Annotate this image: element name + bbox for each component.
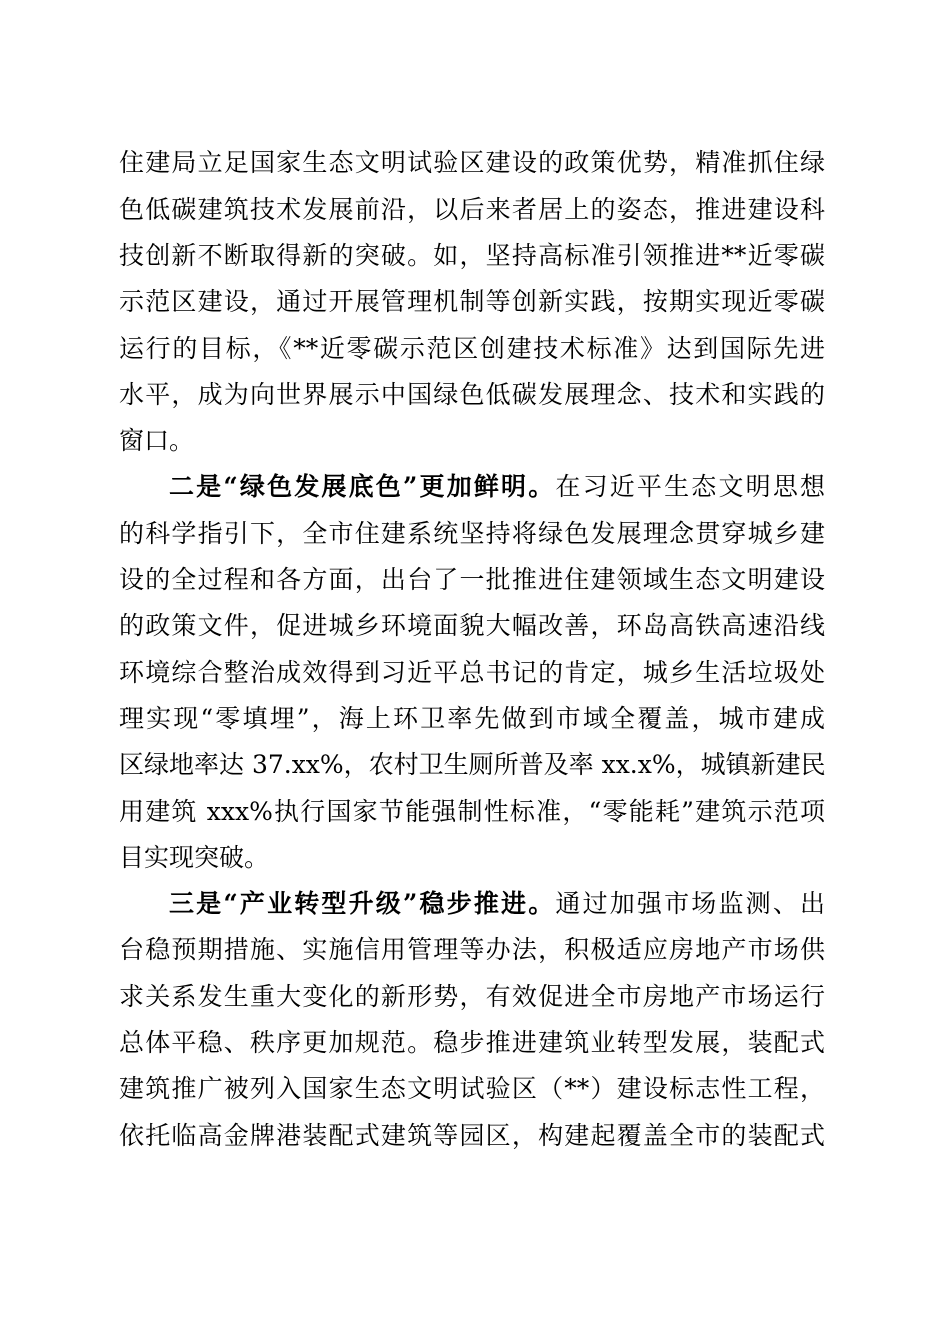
paragraph-2-first-line-text: 在习近平生态文明思想 xyxy=(555,472,825,501)
paragraph-2-line-4: 的政策文件，促进城乡环境面貌大幅改善，环岛高铁高速沿线 xyxy=(119,611,825,640)
paragraph-3-line-3: 求关系发生重大变化的新形势，有效促进全市房地产市场运行 xyxy=(119,982,825,1011)
paragraph-2-line-7: 区绿地率达 37.xx%，农村卫生厕所普及率 xx.x%，城镇新建民 xyxy=(119,750,826,779)
paragraph-3-first-line-text: 通过加强市场监测、出 xyxy=(555,889,825,918)
paragraph-1-line-2: 色低碳建筑技术发展前沿，以后来者居上的姿态，推进建设科 xyxy=(119,195,825,224)
paragraph-1-line-3: 技创新不断取得新的突破。如，坚持高标准引领推进**近零碳 xyxy=(119,241,825,270)
paragraph-2-line-5: 环境综合整治成效得到习近平总书记的肯定，城乡生活垃圾处 xyxy=(119,658,825,687)
paragraph-1-line-6: 水平，成为向世界展示中国绿色低碳发展理念、技术和实践的 xyxy=(119,380,825,409)
paragraph-2-first-line xyxy=(169,467,825,507)
paragraph-2-line-2: 的科学指引下，全市住建系统坚持将绿色发展理念贯穿城乡建 xyxy=(119,519,825,548)
paragraph-1-line-5: 运行的目标，《**近零碳示范区创建技术标准》达到国际先进 xyxy=(119,334,825,363)
paragraph-2-line-8: 用建筑 xxx%执行国家节能强制性标准，“零能耗”建筑示范项 xyxy=(119,797,825,826)
paragraph-3-line-5: 建筑推广被列入国家生态文明试验区（**）建设标志性工程， xyxy=(119,1074,825,1103)
paragraph-3-first-line xyxy=(169,884,825,924)
paragraph-3-line-2: 台稳预期措施、实施信用管理等办法，积极适应房地产市场供 xyxy=(119,935,825,964)
paragraph-2-heading: 二是“绿色发展底色”更加鲜明。 xyxy=(169,472,556,501)
paragraph-3-line-6: 依托临高金牌港装配式建筑等园区，构建起覆盖全市的装配式 xyxy=(119,1121,825,1150)
paragraph-2-line-9: 目实现突破。 xyxy=(119,843,270,872)
paragraph-3-line-4: 总体平稳、秩序更加规范。稳步推进建筑业转型发展，装配式 xyxy=(119,1028,825,1057)
paragraph-1-line-4: 示范区建设，通过开展管理机制等创新实践，按期实现近零碳 xyxy=(119,287,825,316)
paragraph-3-heading: 三是“产业转型升级”稳步推进。 xyxy=(169,889,556,918)
paragraph-2-line-6: 理实现“零填埋”，海上环卫率先做到市域全覆盖，城市建成 xyxy=(119,704,825,733)
paragraph-1-line-7: 窗口。 xyxy=(119,426,195,455)
paragraph-1-line-1: 住建局立足国家生态文明试验区建设的政策优势，精准抓住绿 xyxy=(119,148,825,177)
paragraph-2-line-3: 设的全过程和各方面，出台了一批推进住建领域生态文明建设 xyxy=(119,565,825,594)
